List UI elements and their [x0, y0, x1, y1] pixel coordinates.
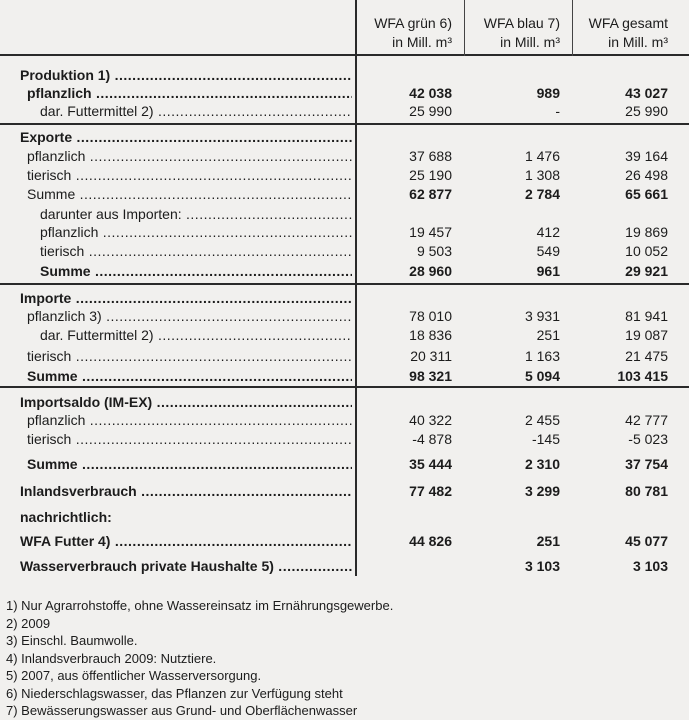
col-header-wfa-blau-line1: WFA blau 7): [483, 15, 560, 31]
row-value-col3: 80 781: [625, 483, 668, 499]
row-label: Summe .....: [27, 184, 352, 204]
table-row: [0, 165, 689, 185]
row-label: Inlandsverbrauch .....: [20, 481, 352, 501]
rule-section-exporte: [0, 123, 689, 125]
row-value-col1: 77 482: [409, 483, 452, 499]
rule-section-importsaldo: [0, 386, 689, 388]
footnote: 6) Niederschlagswasser, das Pflanzen zur Verfügung steht: [6, 685, 343, 701]
row-label: tierisch .....: [27, 165, 352, 185]
row-value-col3: 26 498: [625, 167, 668, 183]
table-row: [0, 146, 689, 166]
col-header-wfa-gesamt-line2: in Mill. m³: [608, 34, 668, 50]
row-label: pflanzlich .....: [27, 83, 352, 103]
row-value-col2: 1 163: [524, 348, 560, 364]
row-value-col2: 3 103: [524, 558, 560, 574]
row-label: dar. Futtermittel 2) .....: [40, 101, 352, 121]
table-row: [0, 346, 689, 366]
table-row: [0, 429, 689, 449]
row-value-col1: 40 322: [409, 412, 452, 428]
row-value-col2: 412: [536, 224, 560, 240]
col-header-wfa-blau-line2: in Mill. m³: [500, 34, 560, 50]
row-label: nachrichtlich:: [20, 509, 112, 525]
row-label: Summe .....: [27, 454, 352, 474]
table-row: [0, 83, 689, 103]
row-value-col2: 3 299: [524, 483, 560, 499]
col-header-wfa-gruen-line1: WFA grün 6): [374, 15, 452, 31]
row-label: Exporte .....: [20, 127, 352, 147]
row-value-col3: 39 164: [625, 148, 668, 164]
table-row: [0, 65, 689, 85]
row-value-col2: -145: [531, 431, 560, 447]
row-value-col1: 25 990: [409, 103, 452, 119]
row-label: Importe .....: [20, 288, 352, 308]
row-value-col3: 43 027: [625, 85, 668, 101]
row-value-col1: 18 836: [409, 327, 452, 343]
table-row: [0, 392, 689, 412]
col-header-wfa-blau: [484, 14, 560, 52]
row-value-col2: 251: [536, 327, 560, 343]
row-label: tierisch .....: [40, 241, 352, 261]
table-row: [0, 507, 689, 527]
footnote: 4) Inlandsverbrauch 2009: Nutztiere.: [6, 650, 217, 666]
rule-section-importe: [0, 283, 689, 285]
row-label: pflanzlich 3) .....: [27, 306, 352, 326]
row-value-col3: 29 921: [625, 263, 668, 279]
row-label: Importsaldo (IM-EX) .....: [20, 392, 352, 412]
row-value-col2: 5 094: [524, 368, 560, 384]
row-value-col3: 65 661: [625, 186, 668, 202]
table-row: [0, 204, 689, 224]
row-label: WFA Futter 4) .....: [20, 531, 352, 551]
row-label: tierisch .....: [27, 429, 352, 449]
table-row: [0, 556, 689, 576]
row-value-col1: 28 960: [409, 263, 452, 279]
row-value-col2: -: [555, 103, 560, 119]
row-value-col3: 81 941: [625, 308, 668, 324]
row-label: Produktion 1) .....: [20, 65, 352, 85]
row-label: pflanzlich .....: [40, 222, 352, 242]
col-header-wfa-gruen: [374, 14, 452, 52]
table-row: [0, 481, 689, 501]
row-value-col1: 98 321: [409, 368, 452, 384]
row-value-col2: 549: [536, 243, 560, 259]
row-value-col1: 78 010: [409, 308, 452, 324]
row-value-col3: 45 077: [625, 533, 668, 549]
table-row: [0, 222, 689, 242]
footnote: 3) Einschl. Baumwolle.: [6, 633, 138, 648]
table-row: [0, 306, 689, 326]
row-value-col2: 1 476: [524, 148, 560, 164]
rule-col-separator-2: [464, 0, 465, 56]
table-row: [0, 127, 689, 147]
row-label: Summe .....: [40, 261, 352, 281]
row-value-col1: 25 190: [409, 167, 452, 183]
footnote: 5) 2007, aus öffentlicher Wasserversorgung.: [6, 668, 262, 683]
row-label: pflanzlich .....: [27, 410, 352, 430]
row-value-col3: -5 023: [628, 431, 668, 447]
row-value-col1: 35 444: [409, 456, 452, 472]
col-header-wfa-gesamt-line1: WFA gesamt: [588, 15, 668, 31]
row-value-col3: 3 103: [632, 558, 668, 574]
row-value-col2: 961: [536, 263, 560, 279]
row-label: Summe .....: [27, 366, 352, 386]
row-value-col3: 10 052: [625, 243, 668, 259]
footnote: 2) 2009: [6, 615, 51, 631]
row-value-col3: 37 754: [625, 456, 668, 472]
table-row: [0, 454, 689, 474]
row-value-col3: 19 087: [625, 327, 668, 343]
row-value-col2: 2 455: [524, 412, 560, 428]
row-value-col1: 62 877: [409, 186, 452, 202]
row-value-col2: 989: [536, 85, 560, 101]
footnote: 7) Bewässerungswasser aus Grund- und Oberflächenwasser: [6, 703, 358, 718]
table-row: [0, 261, 689, 281]
row-value-col1: 9 503: [416, 243, 452, 259]
row-value-col2: 2 784: [524, 186, 560, 202]
table-row: [0, 288, 689, 308]
footnote: 1) Nur Agrarrohstoffe, ohne Wassereinsatz im Ernährungsgewerbe.: [6, 598, 394, 613]
row-label: Wasserverbrauch private Haushalte 5) .....: [20, 556, 352, 576]
row-label: dar. Futtermittel 2) .....: [40, 325, 352, 345]
row-value-col2: 2 310: [524, 456, 560, 472]
row-value-col1: 20 311: [410, 348, 452, 364]
row-label: tierisch .....: [27, 346, 352, 366]
table-row: [0, 325, 689, 345]
row-value-col3: 42 777: [625, 412, 668, 428]
table-row: [0, 241, 689, 261]
col-header-wfa-gruen-line2: in Mill. m³: [392, 34, 452, 50]
rule-col-separator-3: [572, 0, 573, 56]
row-value-col1: 19 457: [409, 224, 452, 240]
rule-header-bottom: [0, 54, 689, 56]
row-value-col1: -4 878: [412, 431, 452, 447]
row-value-col1: 44 826: [409, 533, 452, 549]
table-row: [0, 101, 689, 121]
row-value-col3: 19 869: [625, 224, 668, 240]
row-value-col2: 251: [536, 533, 560, 549]
row-value-col2: 3 931: [524, 308, 560, 324]
table-row: [0, 531, 689, 551]
row-label: pflanzlich .....: [27, 146, 352, 166]
table-row: [0, 410, 689, 430]
row-value-col1: 37 688: [409, 148, 452, 164]
row-value-col3: 103 415: [617, 368, 668, 384]
row-value-col3: 21 475: [625, 348, 668, 364]
row-label: darunter aus Importen: .....: [40, 204, 352, 224]
col-header-wfa-gesamt: [589, 14, 668, 52]
row-value-col2: 1 308: [524, 167, 560, 183]
table-row: [0, 366, 689, 386]
row-value-col3: 25 990: [625, 103, 668, 119]
row-value-col1: 42 038: [409, 85, 452, 101]
table-row: [0, 184, 689, 204]
